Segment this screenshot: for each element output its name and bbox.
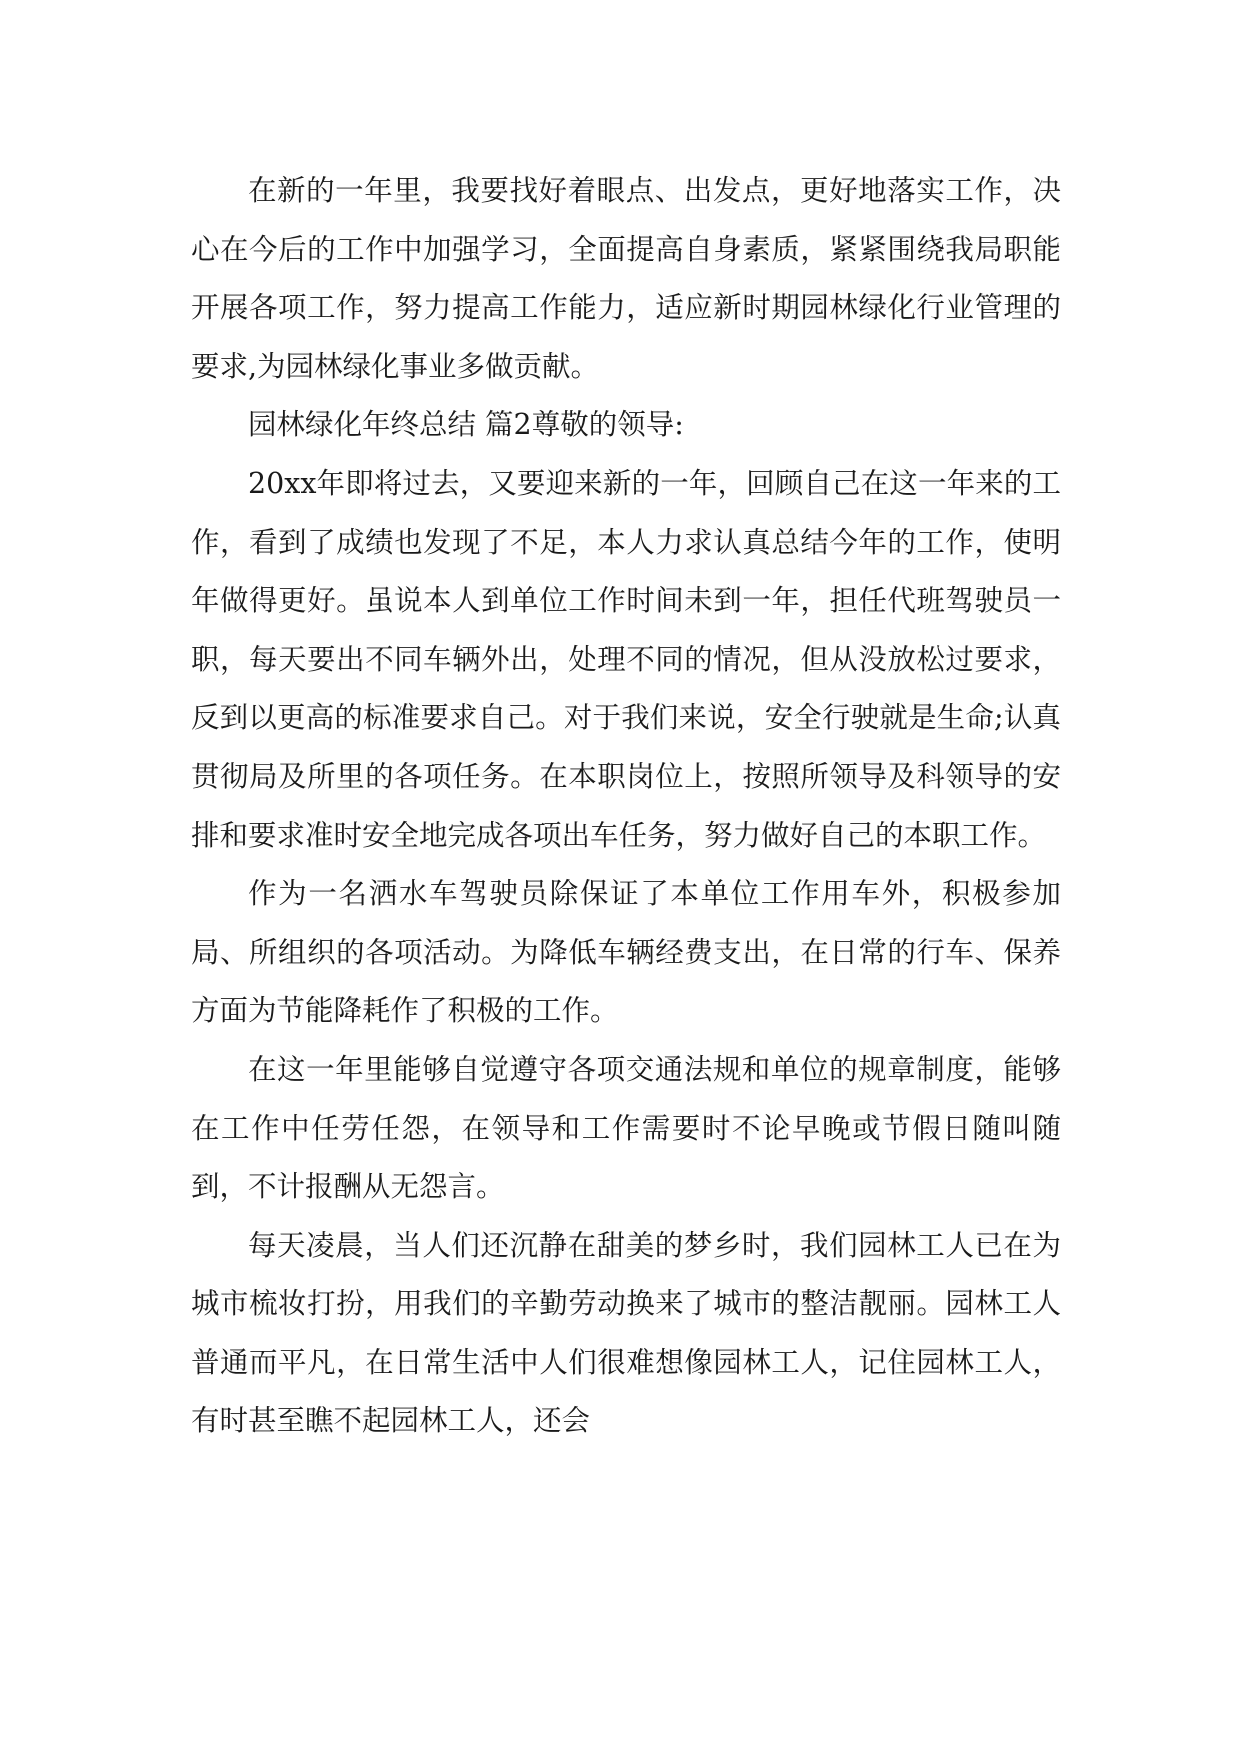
paragraph-2-heading: 园林绿化年终总结 篇2尊敬的领导: bbox=[248, 408, 684, 442]
document-body bbox=[191, 162, 1061, 1451]
paragraph-3: 20xx年即将过去，又要迎来新的一年，回顾自己在这一年来的工作，看到了成绩也发现了不足，本人力求认真总结今年的工作，使明年做得更好。虽说本人到单位工作时间未到一年，担任代班驾驶员一职，每天要出不同车辆外出，处理不同的情况，但从没放松过要求，反到以更高的标准要求自己。对于我们来说，安全行驶就是生命;认真贯彻局及所里的各项任务。在本职岗位上，按照所领导及科领导的安排和要求准时安全地完成各项出车任务，努力做好自己的本职工作。 bbox=[191, 466, 1061, 852]
paragraph-6: 每天凌晨，当人们还沉静在甜美的梦乡时，我们园林工人已在为城市梳妆打扮，用我们的辛勤劳动换来了城市的整洁靓丽。园林工人普通而平凡，在日常生活中人们很难想像园林工人，记住园林工人，有时甚至瞧不起园林工人，还会 bbox=[191, 1228, 1061, 1438]
paragraph-5: 在这一年里能够自觉遵守各项交通法规和单位的规章制度，能够在工作中任劳任怨，在领导和工作需要时不论早晚或节假日随叫随到，不计报酬从无怨言。 bbox=[191, 1052, 1061, 1204]
paragraph-4: 作为一名洒水车驾驶员除保证了本单位工作用车外，积极参加局、所组织的各项活动。为降低车辆经费支出，在日常的行车、保养方面为节能降耗作了积极的工作。 bbox=[191, 877, 1061, 1028]
paragraph-1: 在新的一年里，我要找好着眼点、出发点，更好地落实工作，决心在今后的工作中加强学习，全面提高自身素质，紧紧围绕我局职能开展各项工作，努力提高工作能力，适应新时期园林绿化行业管理的要求,为园林绿化事业多做贡献。 bbox=[191, 174, 1061, 383]
